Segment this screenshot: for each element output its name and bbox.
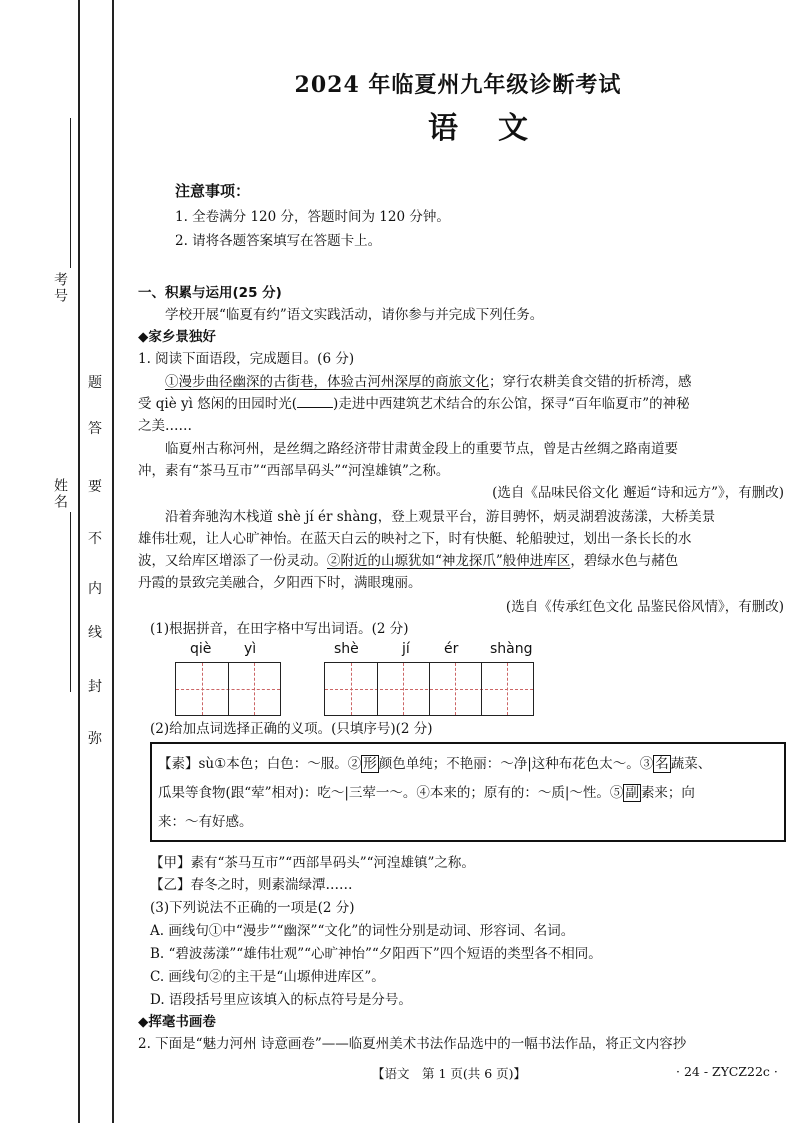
dict-line-2 (158, 779, 778, 808)
dict-text: 颜色单纯；不艳丽：～净|这种布花色太～。③ (378, 756, 654, 772)
passage-text: 波，又给库区增添了一份灵动。 (138, 553, 327, 569)
pos-tag: 形 (363, 756, 377, 772)
sub-question-1: (1)根据拼音，在田字格中写出词语。(2 分) (150, 621, 409, 637)
passage3-line3 (138, 550, 678, 572)
pos-tag: 名 (655, 756, 669, 772)
passage1-line1 (138, 371, 692, 393)
notice-item-1: 1. 全卷满分 120 分，答题时间为 120 分钟。 (175, 209, 450, 225)
underlined-sentence-1: ①漫步曲径幽深的古街巷，体验古河州深厚的商旅文化 (165, 374, 489, 390)
pinyin-label: shàng (490, 641, 533, 657)
passage-text: ；穿行农耕美食交错的折桥湾，感 (489, 374, 692, 390)
seal-char: 线 (88, 625, 102, 641)
grid-divider (228, 663, 229, 715)
page-number: 【语文 第 1 页(共 6 页)】 (372, 1066, 527, 1081)
grid-guide (507, 663, 508, 715)
answer-blank[interactable] (297, 407, 333, 408)
seal-char: 不 (88, 531, 102, 547)
grid-guide (351, 663, 352, 715)
grid-divider (481, 663, 482, 715)
dict-text: 素来；向 (640, 785, 695, 801)
example-jia: 【甲】素有“茶马互市”“西部旱码头”“河湟雄镇”之称。 (150, 855, 475, 871)
passage1-line2 (138, 393, 690, 415)
seal-char: 内 (88, 581, 102, 597)
passage-text: )走进中西建筑艺术结合的东公馆，探寻“百年临夏市”的神秘 (333, 396, 690, 412)
notice-heading: 注意事项： (175, 182, 251, 200)
grid-guide (254, 663, 255, 715)
exam-title: 2024 年临夏州九年级诊断考试 (294, 72, 622, 98)
option-d[interactable]: D. 语段括号里应该填入的标点符号是分号。 (150, 992, 412, 1008)
margin-line-outer (78, 0, 80, 1123)
tian-grid-b[interactable] (324, 662, 534, 716)
exam-code: · 24 - ZYCZ22c · (676, 1064, 778, 1079)
passage-text: 受 qiè yì 悠闲的田园时光( (138, 396, 298, 412)
seal-char: 答 (88, 421, 102, 437)
grid-divider (377, 663, 378, 715)
pinyin-label: qiè (190, 641, 212, 657)
passage3-line4: 丹霞的景致完美融合，夕阳西下时，满眼瑰丽。 (138, 575, 422, 591)
task-heading-2: ◆挥毫书画卷 (138, 1014, 216, 1030)
passage1-line3: 之美…… (138, 418, 192, 434)
example-yi: 【乙】春冬之时，则素湍绿潭…… (150, 877, 353, 893)
underlined-sentence-2: ②附近的山塬犹如“神龙探爪”般伸进库区 (327, 553, 571, 569)
grid-guide (455, 663, 456, 715)
seal-char: 弥 (88, 731, 102, 747)
sub-question-2: (2)给加点词选择正确的义项。(只填序号)(2 分) (150, 721, 433, 737)
kaohao-label: 考号 (52, 272, 68, 304)
question-2: 2. 下面是“魅力河州 诗意画卷”——临夏州美术书法作品选中的一幅书法作品，将正文内容抄 (138, 1036, 687, 1052)
option-a[interactable]: A. 画线句①中“漫步”“幽深”“文化”的词性分别是动词、形容词、名词。 (150, 923, 575, 939)
pinyin-label: shè (334, 641, 359, 657)
passage3-line2: 雄伟壮观，让人心旷神怡。在蓝天白云的映衬之下，时有快艇、轮船驶过，划出一条长长的水 (138, 531, 692, 547)
grid-guide (202, 663, 203, 715)
dict-text: 瓜果等食物(跟“荤”相对)：吃～|三荤一～。④本来的；原有的：～质|～性。⑤ (158, 785, 624, 801)
xingming-underline (70, 512, 71, 692)
seal-char: 题 (88, 375, 102, 391)
seal-char: 要 (88, 479, 102, 495)
section-intro: 学校开展“临夏有约”语文实践活动，请你参与并完成下列任务。 (165, 307, 544, 323)
task-heading: ◆家乡景独好 (138, 329, 216, 345)
seal-char: 封 (88, 679, 102, 695)
source-note-2: (选自《传承红色文化 品鉴民俗风情》，有删改) (505, 599, 784, 615)
dict-text: 【素】sù①本色；白色：～服。② (158, 756, 362, 772)
sub-question-3: (3)下列说法不正确的一项是(2 分) (150, 900, 355, 916)
notice-item-2: 2. 请将各题答案填写在答题卡上。 (175, 233, 382, 249)
grid-guide (403, 663, 404, 715)
option-c[interactable]: C. 画线句②的主干是“山塬伸进库区”。 (150, 969, 385, 985)
pos-tag: 副 (625, 785, 639, 801)
passage2-line1: 临夏州古称河州，是丝绸之路经济带甘肃黄金段上的重要节点，曾是古丝绸之路南道要 (165, 441, 678, 457)
passage3-line1: 沿着奔驰沟木栈道 shè jí ér shàng，登上观景平台，游目骋怀，炳灵湖碧波荡漾，大桥美景 (165, 509, 716, 525)
grid-divider (429, 663, 430, 715)
dict-text: 蔬菜、 (670, 756, 712, 772)
xingming-label: 姓名 (52, 478, 68, 510)
tian-grid-a[interactable] (175, 662, 281, 716)
question-1: 1. 阅读下面语段，完成题目。(6 分) (138, 351, 355, 367)
dict-line-3: 来：～有好感。 (158, 814, 253, 830)
pinyin-label: jí (402, 641, 410, 657)
binding-margin (0, 0, 118, 1123)
passage2-line2: 冲，素有“茶马互市”“西部旱码头”“河湟雄镇”之称。 (138, 463, 450, 479)
kaohao-underline (70, 118, 71, 268)
margin-line-inner (112, 0, 114, 1123)
pinyin-label: yì (244, 641, 257, 657)
pinyin-label: ér (444, 641, 459, 657)
source-note-1: (选自《品味民俗文化 邂逅“诗和远方”》，有删改) (492, 485, 784, 501)
option-b[interactable]: B. “碧波荡漾”“雄伟壮观”“心旷神怡”“夕阳西下”四个短语的类型各不相同。 (150, 946, 602, 962)
dict-line-1 (158, 750, 778, 779)
section-heading: 一、积累与运用(25 分) (138, 285, 282, 301)
dictionary-entry-box (150, 742, 786, 842)
subject-title: 语文 (428, 111, 568, 146)
passage-text: ，碧绿水色与赭色 (570, 553, 679, 569)
